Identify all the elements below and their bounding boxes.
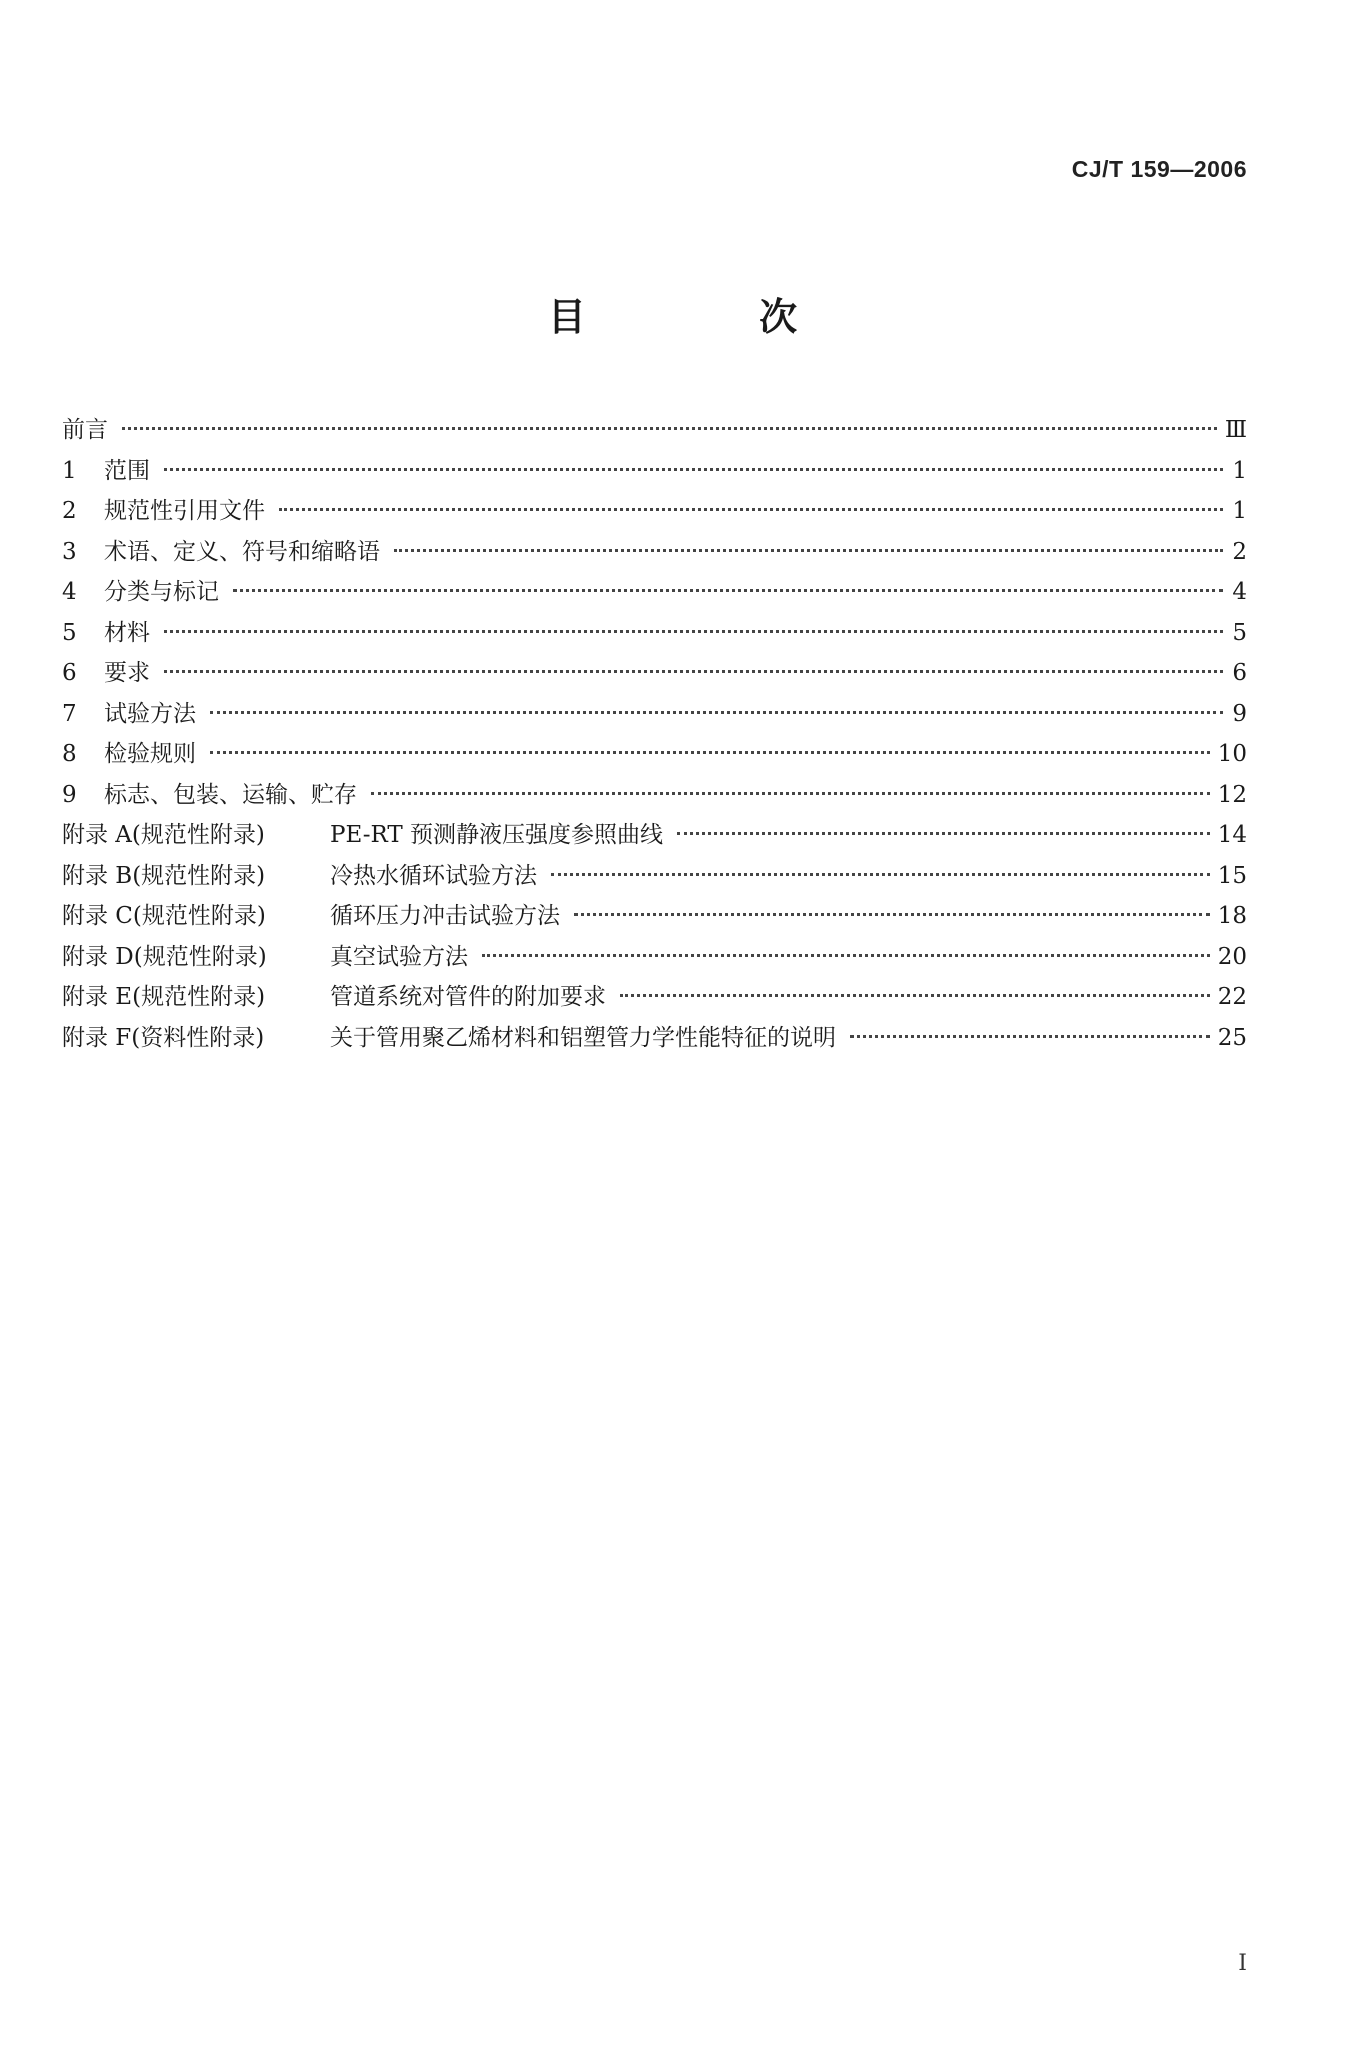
toc-entry[interactable] xyxy=(62,491,1247,532)
toc-leader-dots xyxy=(394,548,1223,552)
toc-entry-label: 规范性引用文件 xyxy=(104,498,265,524)
toc-entry-label: 管道系统对管件的附加要求 xyxy=(330,984,606,1010)
toc-entry[interactable] xyxy=(62,613,1247,654)
toc-appendix-entry[interactable] xyxy=(62,815,1247,856)
toc-entry[interactable] xyxy=(62,532,1247,573)
toc-entry-page: Ⅲ xyxy=(1224,417,1247,443)
toc-entry-number: 5 xyxy=(62,619,77,646)
toc-leader-dots xyxy=(210,710,1223,714)
toc-entry-label: 循环压力冲击试验方法 xyxy=(330,903,560,929)
toc-entry-label: 前言 xyxy=(62,417,108,443)
toc-appendix-prefix: 附录 B(规范性附录) xyxy=(62,862,266,889)
toc-entry-label: 试验方法 xyxy=(104,700,196,727)
toc-entry-page: 14 xyxy=(1217,822,1247,848)
toc-appendix-entry[interactable] xyxy=(62,977,1247,1018)
toc-leader-dots xyxy=(164,629,1223,633)
toc-entry-page: 4 xyxy=(1232,579,1247,605)
toc-entry-label: 标志、包装、运输、贮存 xyxy=(104,781,357,808)
toc-entry-page: 9 xyxy=(1232,700,1247,727)
toc-appendix-prefix: 附录 E(规范性附录) xyxy=(62,984,266,1010)
toc-leader-dots xyxy=(551,872,1210,876)
toc-entry-page: 2 xyxy=(1232,538,1247,565)
toc-appendix-prefix: 附录 F(资料性附录) xyxy=(62,1024,265,1051)
toc-entry[interactable] xyxy=(62,775,1247,816)
standard-code: CJ/T 159—2006 xyxy=(1071,156,1247,182)
toc-appendix-entry[interactable] xyxy=(62,1018,1247,1059)
toc-entry-page: 6 xyxy=(1232,660,1247,686)
toc-leader-dots xyxy=(850,1034,1210,1038)
toc-entry[interactable] xyxy=(62,653,1247,694)
toc-appendix-prefix: 附录 D(规范性附录) xyxy=(62,943,267,970)
toc-entry-number: 8 xyxy=(62,741,77,767)
toc-leader-dots xyxy=(122,426,1217,430)
toc-leader-dots xyxy=(677,831,1210,835)
toc-entry[interactable] xyxy=(62,451,1247,492)
page-number: I xyxy=(1238,1951,1247,1976)
toc-leader-dots xyxy=(620,993,1210,997)
toc-leader-dots xyxy=(371,791,1210,795)
toc-leader-dots xyxy=(574,912,1210,916)
toc-leader-dots xyxy=(210,750,1210,754)
toc-entry-label: 分类与标记 xyxy=(104,579,219,605)
toc-entry-number: 2 xyxy=(62,498,77,524)
toc-entry-label: 材料 xyxy=(104,619,150,646)
toc-leader-dots xyxy=(164,669,1223,673)
page-title: 目 次 xyxy=(547,295,878,339)
toc-entry-number: 7 xyxy=(62,700,77,727)
table-of-contents xyxy=(62,410,1247,1058)
toc-entry-number: 6 xyxy=(62,660,77,686)
toc-leader-dots xyxy=(279,507,1223,511)
toc-entry-number: 1 xyxy=(62,457,77,484)
toc-entry[interactable] xyxy=(62,734,1247,775)
toc-entry-page: 18 xyxy=(1217,903,1247,929)
toc-leader-dots xyxy=(482,953,1210,957)
toc-entry-label: 术语、定义、符号和缩略语 xyxy=(104,538,380,565)
toc-entry-number: 3 xyxy=(62,538,77,565)
toc-entry-page: 5 xyxy=(1232,619,1247,646)
toc-entry-label: PE-RT 预测静液压强度参照曲线 xyxy=(330,822,664,848)
toc-entry-page: 1 xyxy=(1232,498,1247,524)
toc-appendix-prefix: 附录 C(规范性附录) xyxy=(62,903,266,929)
toc-appendix-prefix: 附录 A(规范性附录) xyxy=(62,822,265,848)
toc-entry-label: 检验规则 xyxy=(104,741,196,767)
toc-entry-page: 12 xyxy=(1217,781,1247,808)
toc-entry-label: 冷热水循环试验方法 xyxy=(330,862,537,889)
toc-entry-page: 15 xyxy=(1217,862,1247,889)
toc-entry-page: 22 xyxy=(1217,984,1247,1010)
toc-entry-number: 4 xyxy=(62,579,77,605)
toc-entry-page: 25 xyxy=(1217,1024,1247,1051)
toc-entry[interactable] xyxy=(62,572,1247,613)
toc-entry-page: 10 xyxy=(1217,741,1247,767)
toc-entry-preface[interactable] xyxy=(62,410,1247,451)
toc-appendix-entry[interactable] xyxy=(62,856,1247,897)
toc-entry-page: 1 xyxy=(1232,457,1247,484)
toc-entry-label: 要求 xyxy=(104,660,150,686)
toc-entry-label: 真空试验方法 xyxy=(330,943,468,970)
toc-entry[interactable] xyxy=(62,694,1247,735)
toc-entry-page: 20 xyxy=(1217,943,1247,970)
toc-entry-label: 范围 xyxy=(104,457,150,484)
toc-leader-dots xyxy=(233,588,1223,592)
toc-appendix-entry[interactable] xyxy=(62,937,1247,978)
toc-entry-label: 关于管用聚乙烯材料和铝塑管力学性能特征的说明 xyxy=(330,1024,836,1051)
toc-appendix-entry[interactable] xyxy=(62,896,1247,937)
toc-leader-dots xyxy=(164,467,1223,471)
toc-entry-number: 9 xyxy=(62,781,77,808)
